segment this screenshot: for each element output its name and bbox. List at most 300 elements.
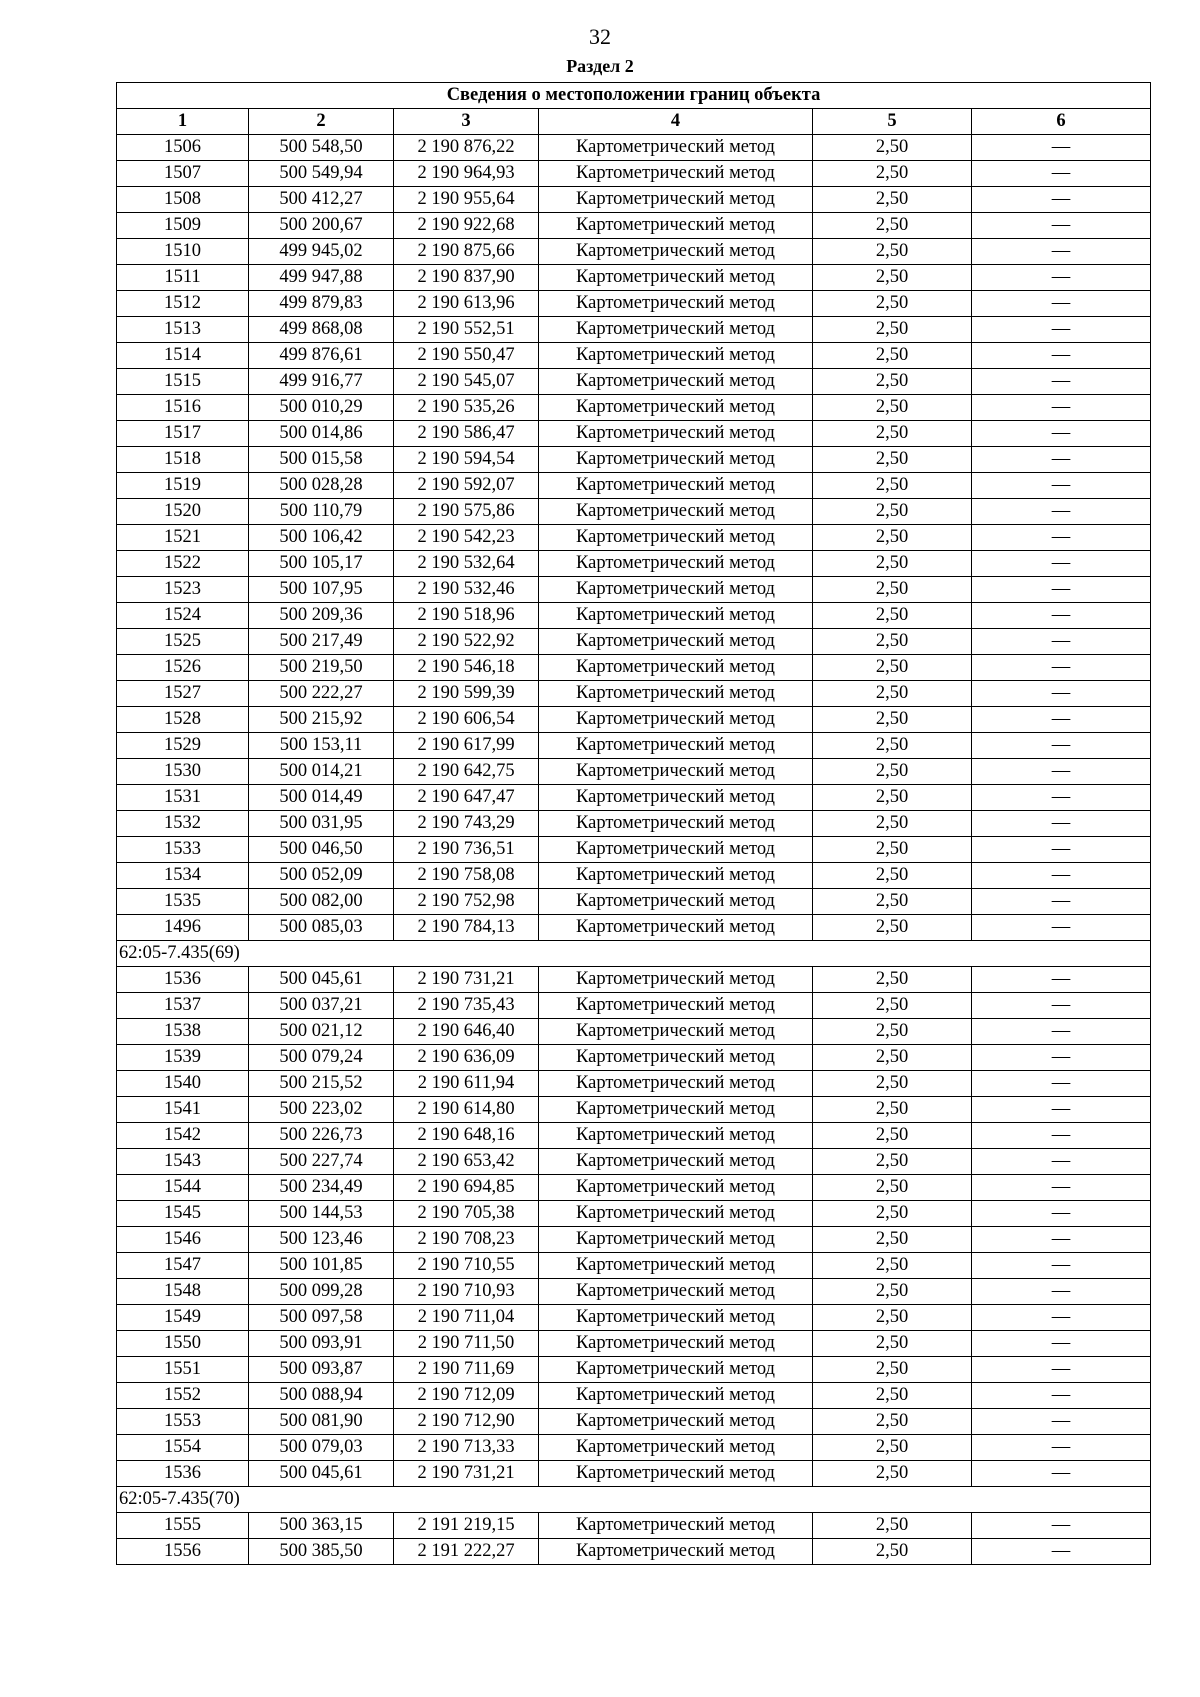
point-number-cell: 1551 (117, 1357, 249, 1383)
y-coordinate-cell: 2 190 711,69 (394, 1357, 539, 1383)
description-cell: — (972, 1253, 1151, 1279)
accuracy-cell: 2,50 (813, 1149, 972, 1175)
y-coordinate-cell: 2 190 542,23 (394, 525, 539, 551)
method-cell: Картометрический метод (539, 1227, 813, 1253)
group-row (117, 1487, 1151, 1513)
description-cell: — (972, 265, 1151, 291)
description-cell: — (972, 1123, 1151, 1149)
table-row (117, 759, 1151, 785)
table-row (117, 343, 1151, 369)
method-cell: Картометрический метод (539, 577, 813, 603)
y-coordinate-cell: 2 191 222,27 (394, 1539, 539, 1565)
method-cell: Картометрический метод (539, 1201, 813, 1227)
point-number-cell: 1549 (117, 1305, 249, 1331)
table-row (117, 1331, 1151, 1357)
description-cell: — (972, 837, 1151, 863)
accuracy-cell: 2,50 (813, 1383, 972, 1409)
y-coordinate-cell: 2 190 758,08 (394, 863, 539, 889)
x-coordinate-cell: 500 209,36 (249, 603, 394, 629)
x-coordinate-cell: 500 144,53 (249, 1201, 394, 1227)
y-coordinate-cell: 2 190 594,54 (394, 447, 539, 473)
accuracy-cell: 2,50 (813, 1123, 972, 1149)
point-number-cell: 1513 (117, 317, 249, 343)
point-number-cell: 1540 (117, 1071, 249, 1097)
accuracy-cell: 2,50 (813, 603, 972, 629)
accuracy-cell: 2,50 (813, 551, 972, 577)
y-coordinate-cell: 2 190 875,66 (394, 239, 539, 265)
y-coordinate-cell: 2 190 711,50 (394, 1331, 539, 1357)
method-cell: Картометрический метод (539, 1435, 813, 1461)
point-number-cell: 1554 (117, 1435, 249, 1461)
method-cell: Картометрический метод (539, 1461, 813, 1487)
column-header: 4 (539, 109, 813, 135)
point-number-cell: 1556 (117, 1539, 249, 1565)
x-coordinate-cell: 500 085,03 (249, 915, 394, 941)
y-coordinate-cell: 2 190 743,29 (394, 811, 539, 837)
table-row (117, 967, 1151, 993)
description-cell: — (972, 733, 1151, 759)
accuracy-cell: 2,50 (813, 447, 972, 473)
y-coordinate-cell: 2 190 653,42 (394, 1149, 539, 1175)
point-number-cell: 1552 (117, 1383, 249, 1409)
x-coordinate-cell: 500 234,49 (249, 1175, 394, 1201)
method-cell: Картометрический метод (539, 265, 813, 291)
method-cell: Картометрический метод (539, 473, 813, 499)
x-coordinate-cell: 500 093,87 (249, 1357, 394, 1383)
method-cell: Картометрический метод (539, 1279, 813, 1305)
description-cell: — (972, 811, 1151, 837)
accuracy-cell: 2,50 (813, 1435, 972, 1461)
description-cell: — (972, 135, 1151, 161)
y-coordinate-cell: 2 190 710,93 (394, 1279, 539, 1305)
y-coordinate-cell: 2 190 735,43 (394, 993, 539, 1019)
method-cell: Картометрический метод (539, 1253, 813, 1279)
method-cell: Картометрический метод (539, 993, 813, 1019)
x-coordinate-cell: 500 105,17 (249, 551, 394, 577)
column-header: 6 (972, 109, 1151, 135)
description-cell: — (972, 525, 1151, 551)
column-header: 3 (394, 109, 539, 135)
x-coordinate-cell: 500 107,95 (249, 577, 394, 603)
y-coordinate-cell: 2 190 535,26 (394, 395, 539, 421)
accuracy-cell: 2,50 (813, 655, 972, 681)
x-coordinate-cell: 500 010,29 (249, 395, 394, 421)
point-number-cell: 1514 (117, 343, 249, 369)
description-cell: — (972, 967, 1151, 993)
x-coordinate-cell: 500 097,58 (249, 1305, 394, 1331)
table-row (117, 1383, 1151, 1409)
x-coordinate-cell: 500 215,52 (249, 1071, 394, 1097)
accuracy-cell: 2,50 (813, 1071, 972, 1097)
y-coordinate-cell: 2 190 617,99 (394, 733, 539, 759)
method-cell: Картометрический метод (539, 1071, 813, 1097)
x-coordinate-cell: 499 945,02 (249, 239, 394, 265)
y-coordinate-cell: 2 190 708,23 (394, 1227, 539, 1253)
y-coordinate-cell: 2 190 648,16 (394, 1123, 539, 1149)
table-row (117, 447, 1151, 473)
y-coordinate-cell: 2 190 575,86 (394, 499, 539, 525)
method-cell: Картометрический метод (539, 1123, 813, 1149)
table-row (117, 1305, 1151, 1331)
point-number-cell: 1543 (117, 1149, 249, 1175)
x-coordinate-cell: 500 046,50 (249, 837, 394, 863)
y-coordinate-cell: 2 190 712,90 (394, 1409, 539, 1435)
table-row (117, 1539, 1151, 1565)
accuracy-cell: 2,50 (813, 629, 972, 655)
method-cell: Картометрический метод (539, 187, 813, 213)
point-number-cell: 1521 (117, 525, 249, 551)
x-coordinate-cell: 500 153,11 (249, 733, 394, 759)
y-coordinate-cell: 2 190 922,68 (394, 213, 539, 239)
y-coordinate-cell: 2 190 532,64 (394, 551, 539, 577)
method-cell: Картометрический метод (539, 499, 813, 525)
description-cell: — (972, 1227, 1151, 1253)
method-cell: Картометрический метод (539, 1331, 813, 1357)
x-coordinate-cell: 500 226,73 (249, 1123, 394, 1149)
y-coordinate-cell: 2 190 522,92 (394, 629, 539, 655)
accuracy-cell: 2,50 (813, 1253, 972, 1279)
method-cell: Картометрический метод (539, 343, 813, 369)
description-cell: — (972, 1305, 1151, 1331)
table-row (117, 681, 1151, 707)
accuracy-cell: 2,50 (813, 993, 972, 1019)
accuracy-cell: 2,50 (813, 577, 972, 603)
cadastral-group-label: 62:05-7.435(70) (117, 1487, 1151, 1513)
description-cell: — (972, 681, 1151, 707)
point-number-cell: 1527 (117, 681, 249, 707)
description-cell: — (972, 317, 1151, 343)
method-cell: Картометрический метод (539, 1383, 813, 1409)
x-coordinate-cell: 499 868,08 (249, 317, 394, 343)
method-cell: Картометрический метод (539, 655, 813, 681)
description-cell: — (972, 629, 1151, 655)
accuracy-cell: 2,50 (813, 1513, 972, 1539)
x-coordinate-cell: 500 082,00 (249, 889, 394, 915)
point-number-cell: 1523 (117, 577, 249, 603)
x-coordinate-cell: 500 015,58 (249, 447, 394, 473)
point-number-cell: 1534 (117, 863, 249, 889)
page-number: 32 (589, 24, 611, 49)
x-coordinate-cell: 500 014,49 (249, 785, 394, 811)
table-row (117, 161, 1151, 187)
y-coordinate-cell: 2 190 550,47 (394, 343, 539, 369)
table-row (117, 915, 1151, 941)
description-cell: — (972, 187, 1151, 213)
point-number-cell: 1509 (117, 213, 249, 239)
y-coordinate-cell: 2 190 752,98 (394, 889, 539, 915)
accuracy-cell: 2,50 (813, 863, 972, 889)
x-coordinate-cell: 499 947,88 (249, 265, 394, 291)
x-coordinate-cell: 500 031,95 (249, 811, 394, 837)
method-cell: Картометрический метод (539, 863, 813, 889)
description-cell: — (972, 785, 1151, 811)
x-coordinate-cell: 499 879,83 (249, 291, 394, 317)
y-coordinate-cell: 2 190 713,33 (394, 1435, 539, 1461)
table-row (117, 239, 1151, 265)
description-cell: — (972, 1175, 1151, 1201)
x-coordinate-cell: 500 200,67 (249, 213, 394, 239)
description-cell: — (972, 1409, 1151, 1435)
method-cell: Картометрический метод (539, 1539, 813, 1565)
y-coordinate-cell: 2 190 731,21 (394, 1461, 539, 1487)
table-row (117, 707, 1151, 733)
x-coordinate-cell: 500 081,90 (249, 1409, 394, 1435)
table-row (117, 1019, 1151, 1045)
y-coordinate-cell: 2 190 642,75 (394, 759, 539, 785)
table-row (117, 1357, 1151, 1383)
method-cell: Картометрический метод (539, 135, 813, 161)
description-cell: — (972, 1383, 1151, 1409)
column-header: 1 (117, 109, 249, 135)
description-cell: — (972, 473, 1151, 499)
accuracy-cell: 2,50 (813, 239, 972, 265)
accuracy-cell: 2,50 (813, 1409, 972, 1435)
description-cell: — (972, 291, 1151, 317)
method-cell: Картометрический метод (539, 889, 813, 915)
accuracy-cell: 2,50 (813, 1279, 972, 1305)
description-cell: — (972, 213, 1151, 239)
point-number-cell: 1506 (117, 135, 249, 161)
description-cell: — (972, 1435, 1151, 1461)
x-coordinate-cell: 500 045,61 (249, 967, 394, 993)
table-row (117, 1045, 1151, 1071)
table-row (117, 525, 1151, 551)
description-cell: — (972, 1461, 1151, 1487)
y-coordinate-cell: 2 190 694,85 (394, 1175, 539, 1201)
description-cell: — (972, 759, 1151, 785)
x-coordinate-cell: 500 028,28 (249, 473, 394, 499)
method-cell: Картометрический метод (539, 369, 813, 395)
x-coordinate-cell: 500 363,15 (249, 1513, 394, 1539)
accuracy-cell: 2,50 (813, 785, 972, 811)
table-row (117, 1409, 1151, 1435)
method-cell: Картометрический метод (539, 239, 813, 265)
point-number-cell: 1507 (117, 161, 249, 187)
method-cell: Картометрический метод (539, 785, 813, 811)
accuracy-cell: 2,50 (813, 343, 972, 369)
description-cell: — (972, 1357, 1151, 1383)
y-coordinate-cell: 2 190 532,46 (394, 577, 539, 603)
description-cell: — (972, 421, 1151, 447)
method-cell: Картометрический метод (539, 291, 813, 317)
x-coordinate-cell: 500 014,21 (249, 759, 394, 785)
point-number-cell: 1536 (117, 1461, 249, 1487)
point-number-cell: 1512 (117, 291, 249, 317)
x-coordinate-cell: 500 052,09 (249, 863, 394, 889)
accuracy-cell: 2,50 (813, 135, 972, 161)
point-number-cell: 1525 (117, 629, 249, 655)
table-row (117, 187, 1151, 213)
column-header: 2 (249, 109, 394, 135)
point-number-cell: 1532 (117, 811, 249, 837)
table-header-row (117, 109, 1151, 135)
y-coordinate-cell: 2 190 586,47 (394, 421, 539, 447)
x-coordinate-cell: 500 110,79 (249, 499, 394, 525)
point-number-cell: 1533 (117, 837, 249, 863)
description-cell: — (972, 707, 1151, 733)
table-row (117, 785, 1151, 811)
y-coordinate-cell: 2 190 964,93 (394, 161, 539, 187)
accuracy-cell: 2,50 (813, 681, 972, 707)
method-cell: Картометрический метод (539, 1409, 813, 1435)
table-caption-row (117, 83, 1151, 109)
description-cell: — (972, 239, 1151, 265)
accuracy-cell: 2,50 (813, 1331, 972, 1357)
accuracy-cell: 2,50 (813, 811, 972, 837)
method-cell: Картометрический метод (539, 915, 813, 941)
point-number-cell: 1526 (117, 655, 249, 681)
accuracy-cell: 2,50 (813, 1539, 972, 1565)
x-coordinate-cell: 500 219,50 (249, 655, 394, 681)
point-number-cell: 1538 (117, 1019, 249, 1045)
point-number-cell: 1539 (117, 1045, 249, 1071)
accuracy-cell: 2,50 (813, 161, 972, 187)
y-coordinate-cell: 2 190 636,09 (394, 1045, 539, 1071)
point-number-cell: 1535 (117, 889, 249, 915)
table-row (117, 629, 1151, 655)
table-row (117, 1071, 1151, 1097)
accuracy-cell: 2,50 (813, 1019, 972, 1045)
x-coordinate-cell: 500 099,28 (249, 1279, 394, 1305)
x-coordinate-cell: 500 227,74 (249, 1149, 394, 1175)
y-coordinate-cell: 2 190 606,54 (394, 707, 539, 733)
description-cell: — (972, 1149, 1151, 1175)
description-cell: — (972, 863, 1151, 889)
method-cell: Картометрический метод (539, 1019, 813, 1045)
column-header: 5 (813, 109, 972, 135)
x-coordinate-cell: 500 101,85 (249, 1253, 394, 1279)
description-cell: — (972, 1071, 1151, 1097)
description-cell: — (972, 343, 1151, 369)
accuracy-cell: 2,50 (813, 707, 972, 733)
y-coordinate-cell: 2 190 837,90 (394, 265, 539, 291)
table-row (117, 863, 1151, 889)
table-row (117, 837, 1151, 863)
accuracy-cell: 2,50 (813, 265, 972, 291)
cadastral-group-label: 62:05-7.435(69) (117, 941, 1151, 967)
table-caption: Сведения о местоположении границ объекта (117, 83, 1151, 109)
x-coordinate-cell: 500 123,46 (249, 1227, 394, 1253)
accuracy-cell: 2,50 (813, 369, 972, 395)
accuracy-cell: 2,50 (813, 187, 972, 213)
table-row (117, 889, 1151, 915)
table-row (117, 1123, 1151, 1149)
group-row (117, 941, 1151, 967)
accuracy-cell: 2,50 (813, 1097, 972, 1123)
x-coordinate-cell: 499 916,77 (249, 369, 394, 395)
y-coordinate-cell: 2 190 518,96 (394, 603, 539, 629)
method-cell: Картометрический метод (539, 603, 813, 629)
accuracy-cell: 2,50 (813, 1357, 972, 1383)
point-number-cell: 1517 (117, 421, 249, 447)
accuracy-cell: 2,50 (813, 1461, 972, 1487)
method-cell: Картометрический метод (539, 681, 813, 707)
point-number-cell: 1548 (117, 1279, 249, 1305)
x-coordinate-cell: 500 093,91 (249, 1331, 394, 1357)
description-cell: — (972, 499, 1151, 525)
table-row (117, 369, 1151, 395)
accuracy-cell: 2,50 (813, 915, 972, 941)
table-row (117, 1175, 1151, 1201)
point-number-cell: 1516 (117, 395, 249, 421)
method-cell: Картометрический метод (539, 317, 813, 343)
table-row (117, 265, 1151, 291)
point-number-cell: 1511 (117, 265, 249, 291)
method-cell: Картометрический метод (539, 395, 813, 421)
table-row (117, 1149, 1151, 1175)
y-coordinate-cell: 2 190 546,18 (394, 655, 539, 681)
description-cell: — (972, 1045, 1151, 1071)
table-body (117, 135, 1151, 1565)
accuracy-cell: 2,50 (813, 291, 972, 317)
y-coordinate-cell: 2 190 731,21 (394, 967, 539, 993)
x-coordinate-cell: 500 222,27 (249, 681, 394, 707)
y-coordinate-cell: 2 190 710,55 (394, 1253, 539, 1279)
y-coordinate-cell: 2 190 712,09 (394, 1383, 539, 1409)
point-number-cell: 1544 (117, 1175, 249, 1201)
table-row (117, 421, 1151, 447)
method-cell: Картометрический метод (539, 1045, 813, 1071)
accuracy-cell: 2,50 (813, 1175, 972, 1201)
method-cell: Картометрический метод (539, 161, 813, 187)
table-row (117, 1513, 1151, 1539)
method-cell: Картометрический метод (539, 421, 813, 447)
x-coordinate-cell: 500 106,42 (249, 525, 394, 551)
accuracy-cell: 2,50 (813, 1201, 972, 1227)
table-row (117, 733, 1151, 759)
x-coordinate-cell: 500 079,03 (249, 1435, 394, 1461)
method-cell: Картометрический метод (539, 1305, 813, 1331)
description-cell: — (972, 603, 1151, 629)
table-row (117, 1227, 1151, 1253)
y-coordinate-cell: 2 190 552,51 (394, 317, 539, 343)
description-cell: — (972, 577, 1151, 603)
point-number-cell: 1555 (117, 1513, 249, 1539)
accuracy-cell: 2,50 (813, 395, 972, 421)
description-cell: — (972, 655, 1151, 681)
method-cell: Картометрический метод (539, 759, 813, 785)
description-cell: — (972, 161, 1151, 187)
point-number-cell: 1520 (117, 499, 249, 525)
table-row (117, 1097, 1151, 1123)
point-number-cell: 1510 (117, 239, 249, 265)
description-cell: — (972, 551, 1151, 577)
y-coordinate-cell: 2 190 711,04 (394, 1305, 539, 1331)
table-row (117, 1435, 1151, 1461)
method-cell: Картометрический метод (539, 447, 813, 473)
y-coordinate-cell: 2 190 646,40 (394, 1019, 539, 1045)
y-coordinate-cell: 2 190 611,94 (394, 1071, 539, 1097)
y-coordinate-cell: 2 190 876,22 (394, 135, 539, 161)
accuracy-cell: 2,50 (813, 733, 972, 759)
method-cell: Картометрический метод (539, 629, 813, 655)
y-coordinate-cell: 2 191 219,15 (394, 1513, 539, 1539)
accuracy-cell: 2,50 (813, 525, 972, 551)
x-coordinate-cell: 500 412,27 (249, 187, 394, 213)
point-number-cell: 1522 (117, 551, 249, 577)
point-number-cell: 1541 (117, 1097, 249, 1123)
point-number-cell: 1508 (117, 187, 249, 213)
y-coordinate-cell: 2 190 736,51 (394, 837, 539, 863)
accuracy-cell: 2,50 (813, 1305, 972, 1331)
y-coordinate-cell: 2 190 784,13 (394, 915, 539, 941)
y-coordinate-cell: 2 190 647,47 (394, 785, 539, 811)
y-coordinate-cell: 2 190 545,07 (394, 369, 539, 395)
accuracy-cell: 2,50 (813, 1227, 972, 1253)
accuracy-cell: 2,50 (813, 759, 972, 785)
x-coordinate-cell: 500 079,24 (249, 1045, 394, 1071)
x-coordinate-cell: 500 088,94 (249, 1383, 394, 1409)
